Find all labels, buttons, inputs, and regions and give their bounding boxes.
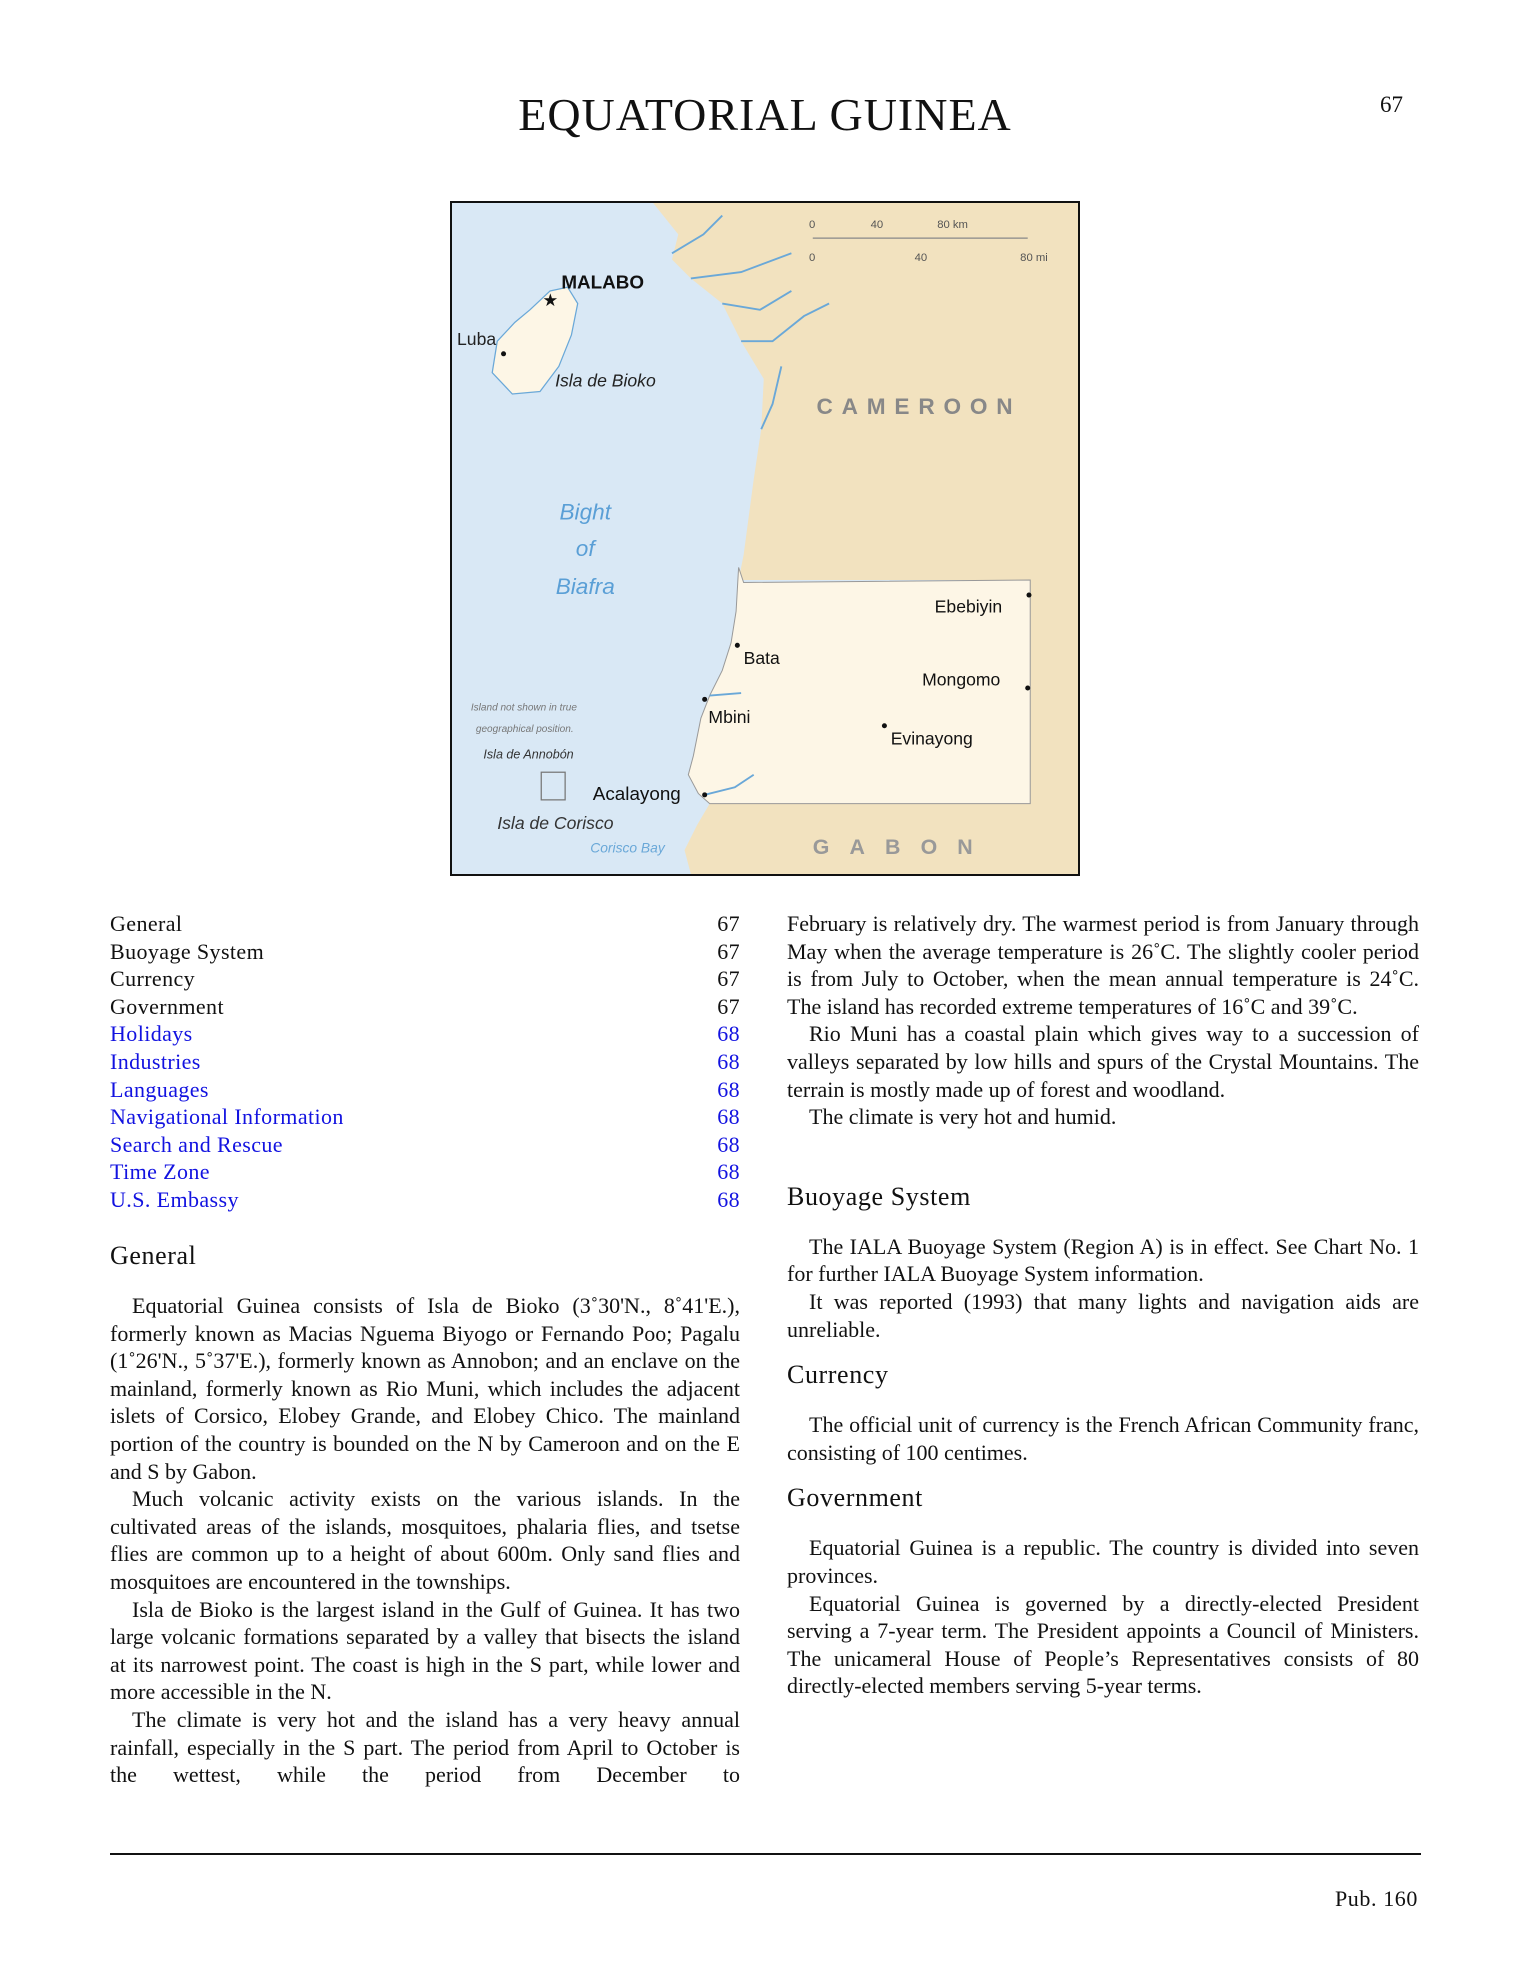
toc-label: Currency [110, 966, 196, 992]
map-label-bight: Bight [559, 499, 612, 525]
toc-label: Buoyage System [110, 938, 265, 964]
page-number: 67 [1380, 92, 1403, 117]
toc-page: 67 [717, 993, 740, 1019]
map-label-gabon: GABON [812, 834, 993, 859]
toc-label: Languages [110, 1076, 209, 1102]
map-label-bioko: Isla de Bioko [555, 370, 656, 391]
city-dot-mongomo [1025, 686, 1030, 691]
toc-item[interactable] [110, 1020, 740, 1048]
scale-mi-80: 80 mi [1020, 251, 1048, 264]
scale-km-40: 40 [870, 219, 884, 232]
paragraph: Equatorial Guinea is governed by a directly-elected President serving a 7-year term. The President appoints a Council of Ministers. The unicameral House of People’s Representatives consists of 80 directly-elected members serving 5-year terms. [787, 1590, 1419, 1699]
section-heading-buoyage: Buoyage System [787, 1181, 971, 1211]
star-icon: ★ [542, 290, 559, 311]
cameroon-land [653, 203, 1078, 580]
annobon-inset-box [541, 772, 565, 800]
left-column [110, 1240, 740, 1789]
scale-mi-0: 0 [808, 251, 816, 264]
section-heading-currency: Currency [787, 1360, 889, 1390]
right-column [787, 910, 1419, 1700]
map-label-evinayong: Evinayong [890, 728, 973, 749]
toc-item[interactable] [110, 1131, 740, 1159]
paragraph: The climate is very hot and the island has a very heavy annual rainfall, especially in the S part. The period from April to October is the wettest, while the period from December to [110, 1706, 740, 1788]
paragraph: Isla de Bioko is the largest island in the Gulf of Guinea. It has two large volcanic formations separated by a valley that bisects the island at its narrowest point. The coast is high in the S part, while lower and more accessible in the N. [110, 1596, 740, 1705]
country-map [450, 201, 1080, 876]
toc-label: Government [110, 993, 224, 1019]
map-label-corisco-bay: Corisco Bay [590, 839, 665, 856]
toc-label: Time Zone [110, 1159, 210, 1185]
toc-page: 68 [717, 1131, 740, 1157]
city-dot-luba [501, 351, 506, 356]
toc-item[interactable] [110, 1076, 740, 1104]
toc-page: 68 [717, 1021, 740, 1047]
paragraph: The official unit of currency is the French African Community franc, consisting of 100 centimes. [787, 1412, 1419, 1465]
toc-item[interactable] [110, 1186, 740, 1214]
map-label-annobon: Isla de Annobón [483, 747, 574, 762]
publication-label: Pub. 160 [1334, 1886, 1418, 1911]
map-label-luba: Luba [457, 328, 497, 349]
section-heading-government: Government [787, 1483, 923, 1513]
toc-label: Navigational Information [110, 1104, 344, 1130]
toc-label: General [110, 911, 183, 936]
paragraph: February is relatively dry. The warmest period is from January through May when the average temperature is 26˚C. The slightly cooler period is from July to October, when the mean annual temperature is 24˚C. The island has recorded extreme temperatures of 16˚C and 39˚C. [787, 911, 1419, 1019]
scale-mi-40: 40 [914, 251, 928, 264]
city-dot-mbini [702, 697, 707, 702]
paragraph: The IALA Buoyage System (Region A) is in effect. See Chart No. 1 for further IALA Buoyage System information. [787, 1233, 1419, 1287]
scale-km-80: 80 km [937, 219, 968, 232]
paragraph: It was reported (1993) that many lights and navigation aids are unreliable. [787, 1288, 1419, 1342]
toc-page: 68 [717, 1048, 740, 1074]
toc-page: 68 [717, 1076, 740, 1102]
toc-page: 68 [717, 1159, 740, 1185]
map-label-of: of [575, 536, 595, 562]
map-label-mongomo: Mongomo [922, 669, 1001, 690]
toc-item [110, 965, 740, 993]
city-dot-evinayong [882, 723, 887, 728]
map-label-cameroon: CAMEROON [816, 394, 1022, 420]
toc-page: 68 [717, 1186, 740, 1212]
toc-label: Search and Rescue [110, 1131, 283, 1157]
toc-page: 67 [717, 911, 740, 936]
toc-label: Holidays [110, 1021, 193, 1047]
map-label-biafra: Biafra [555, 573, 615, 599]
footer-rule [110, 1853, 1421, 1855]
toc-page: 67 [717, 966, 740, 992]
map-note-line2: geographical position. [475, 724, 574, 736]
toc-item[interactable] [110, 1103, 740, 1131]
paragraph: Equatorial Guinea is a republic. The country is divided into seven provinces. [787, 1535, 1419, 1588]
section-heading-general: General [110, 1241, 197, 1270]
map-label-bata: Bata [743, 648, 780, 669]
city-dot-ebebiyin [1026, 593, 1031, 598]
map-label-malabo: MALABO [561, 271, 645, 293]
toc-item [110, 910, 740, 938]
scale-km-0: 0 [808, 219, 816, 232]
map-label-ebebiyin: Ebebiyin [934, 596, 1003, 617]
toc-item[interactable] [110, 1048, 740, 1076]
map-svg [452, 203, 1078, 874]
paragraph: Equatorial Guinea consists of Isla de Bioko (3˚30'N., 8˚41'E.), formerly known as Macias Nguema Biyogo or Fernando Poo; Pagalu (1˚26'N., 5˚37'E.), formerly known as Annobon; and an enclave on the mainland, formerly known as Rio Muni, which includes the adjacent islets of Corsico, Elobey Grande, and Elobey Chico. The mainland portion of the country is bounded on the N by Cameroon and on the E and S by Gabon. [110, 1293, 740, 1484]
city-dot-bata [735, 643, 740, 648]
toc-page: 68 [717, 1104, 740, 1130]
paragraph: The climate is very hot and humid. [809, 1104, 1117, 1130]
map-label-mbini: Mbini [708, 707, 751, 728]
toc-item[interactable] [110, 1158, 740, 1186]
toc-item [110, 938, 740, 966]
page-title: EQUATORIAL GUINEA [518, 89, 1012, 140]
toc-item [110, 993, 740, 1021]
paragraph: Rio Muni has a coastal plain which gives way to a succession of valleys separated by low hills and spurs of the Crystal Mountains. The terrain is mostly made up of forest and woodland. [787, 1021, 1419, 1102]
toc-page: 67 [717, 938, 740, 964]
paragraph: Much volcanic activity exists on the various islands. In the cultivated areas of the islands, mosquitoes, phalaria flies, and tsetse flies are common up to a height of about 600m. Only sand flies and mosquitoes are encountered in the townships. [110, 1486, 740, 1594]
toc-label: U.S. Embassy [110, 1186, 239, 1212]
city-dot-acalayong [702, 792, 707, 797]
map-label-corisco: Isla de Corisco [497, 812, 614, 833]
map-note-line1: Island not shown in true [470, 702, 578, 714]
table-of-contents [110, 910, 740, 1214]
toc-label: Industries [110, 1048, 201, 1074]
map-label-acalayong: Acalayong [592, 782, 681, 804]
